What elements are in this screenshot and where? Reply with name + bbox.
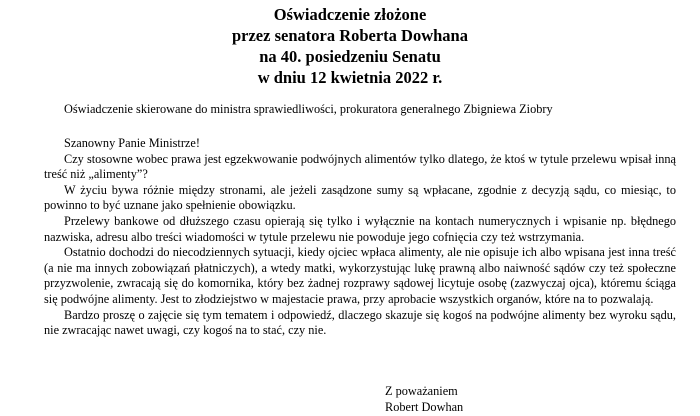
title-line-3: na 40. posiedzeniu Senatu bbox=[259, 47, 441, 66]
paragraph-2: W życiu bywa różnie między stronami, ale jeżeli zasądzone sumy są wpłacane, zgodnie z decyzją sądu, co miesiąc, to powinno to być uznane jako spełnienie obowiązku. bbox=[44, 182, 676, 213]
closing-line: Z poważaniem bbox=[385, 384, 458, 398]
paragraph-3: Przelewy bankowe od dłuższego czasu opierają się tylko i wyłącznie na kontach numerycznych i wpisanie np. błędnego nazwiska, adresu albo treści wiadomości w tytule przelewu nie powoduje jego cofnięcia czy też wstrzymania. bbox=[44, 213, 676, 244]
signature-block bbox=[385, 383, 463, 415]
title-line-1: Oświadczenie złożone bbox=[273, 5, 427, 24]
statement-body bbox=[44, 136, 676, 339]
paragraph-4: Ostatnio dochodzi do niecodziennych sytuacji, kiedy ojciec wpłaca alimenty, ale nie opisuje ich albo wpisana jest inna treść (a nie ma innych zobowiązań płatniczych), a wtedy matki, wykorzystując lukę prawną albo naiwność sądów czy też społeczne przyzwolenie, zwracają się do komornika, który bez żadnej rozprawy sądowej licytuje osobę (zazwyczaj ojca), któremu ściąga się podwójne alimenty. Jest to złodziejstwo w majestacie prawa, przy aprobacie wszystkich organów, które na to pozwalają. bbox=[44, 245, 676, 306]
document-title bbox=[0, 4, 700, 88]
title-line-4: w dniu 12 kwietnia 2022 r. bbox=[257, 68, 443, 87]
greeting: Szanowny Panie Ministrze! bbox=[64, 136, 200, 150]
addressee-line: Oświadczenie skierowane do ministra sprawiedliwości, prokuratora generalnego Zbigniewa Ziobry bbox=[64, 102, 553, 116]
signature-name: Robert Dowhan bbox=[385, 400, 464, 414]
paragraph-1: Czy stosowne wobec prawa jest egzekwowanie podwójnych alimentów tylko dlatego, że ktoś w tytule przelewu wpisał inną treść niż „alimenty”? bbox=[44, 151, 676, 182]
paragraph-5: Bardzo proszę o zajęcie się tym tematem i odpowiedź, dlaczego skazuje się kogoś na podwójne alimenty bez wyroku sądu, nie zwracając nawet uwagi, czy kogoś na to stać, czy nie. bbox=[44, 307, 676, 338]
title-line-2: przez senatora Roberta Dowhana bbox=[231, 26, 468, 45]
